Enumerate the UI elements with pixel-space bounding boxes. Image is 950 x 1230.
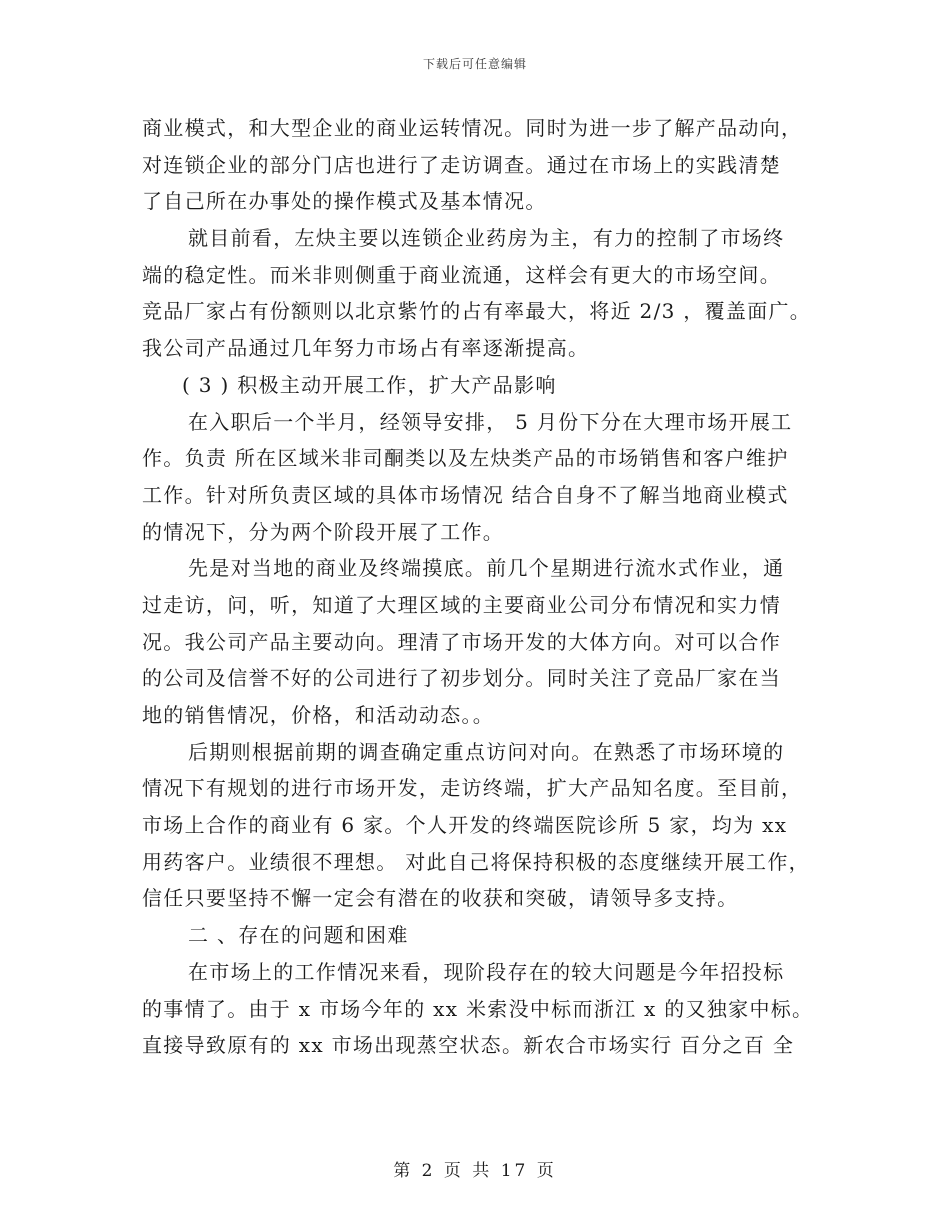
text-line: 工作。针对所负责区域的具体市场情况 结合自身不了解当地商业模式 <box>142 482 789 507</box>
text-line: 作。负责 所在区域米非司酮类以及左炔类产品的市场销售和客户维护 <box>142 446 789 471</box>
text-line: 先是对当地的商业及终端摸底。前几个星期进行流水式作业，通 <box>188 556 785 581</box>
text-line: 的事情了。由于 x 市场今年的 xx 米索没中标而浙江 x 的又独家中标。 <box>142 996 814 1021</box>
text-line: 了自己所在办事处的操作模式及基本情况。 <box>142 189 547 214</box>
text-line: 过走访，问，听，知道了大理区域的主要商业公司分布情况和实力情 <box>142 592 781 617</box>
section-heading: 二 、存在的问题和困难 <box>188 923 409 948</box>
text-line: 况。我公司产品主要动向。理清了市场开发的大体方向。对可以合作 <box>142 629 781 654</box>
text-line: 情况下有规划的进行市场开发，走访终端，扩大产品知名度。至目前， <box>142 776 803 801</box>
text-line: 我公司产品通过几年努力市场占有率逐渐提高。 <box>142 336 590 361</box>
text-line: 端的稳定性。而米非则侧重于商业流通，这样会有更大的市场空间。 <box>142 262 781 287</box>
text-line: 市场上合作的商业有 6 家。个人开发的终端医院诊所 5 家，均为 xx <box>142 813 788 838</box>
text-line: 对连锁企业的部分门店也进行了走访调查。通过在市场上的实践清楚 <box>142 152 781 177</box>
text-line: 在市场上的工作情况来看，现阶段存在的较大问题是今年招投标 <box>188 959 785 984</box>
document-body <box>142 110 822 1064</box>
page-header: 下载后可任意编辑 <box>422 57 527 71</box>
page-number-footer: 第 2 页 共 17 页 <box>393 1161 557 1181</box>
text-line: 就目前看，左炔主要以连锁企业药房为主，有力的控制了市场终 <box>188 226 785 251</box>
text-line: 用药客户。业绩很不理想。 对此自己将保持积极的态度继续开展工作， <box>142 849 810 874</box>
text-line: 后期则根据前期的调查确定重点访问对向。在熟悉了市场环境的 <box>188 739 785 764</box>
text-line: 的情况下，分为两个阶段开展了工作。 <box>142 519 505 544</box>
text-line: 商业模式，和大型企业的商业运转情况。同时为进一步了解产品动向， <box>142 116 803 140</box>
text-line: 的公司及信誉不好的公司进行了初步划分。同时关注了竞品厂家在当 <box>142 666 781 691</box>
text-line: 直接导致原有的 xx 市场出现蒸空状态。新农合市场实行 百分之百 全 <box>142 1033 795 1058</box>
text-line: 竞品厂家占有份额则以北京紫竹的占有率最大，将近 2/3 ，覆盖面广。 <box>142 299 812 324</box>
section-subheading: ( 3 ) 积极主动开展工作，扩大产品影响 <box>182 372 557 397</box>
text-line: 信任只要坚持不懈一定会有潜在的收获和突破，请领导多支持。 <box>142 886 739 911</box>
text-line: 在入职后一个半月，经领导安排， 5 月份下分在大理市场开展工 <box>188 409 793 434</box>
text-line: 地的销售情况，价格，和活动动态。。 <box>142 703 495 727</box>
